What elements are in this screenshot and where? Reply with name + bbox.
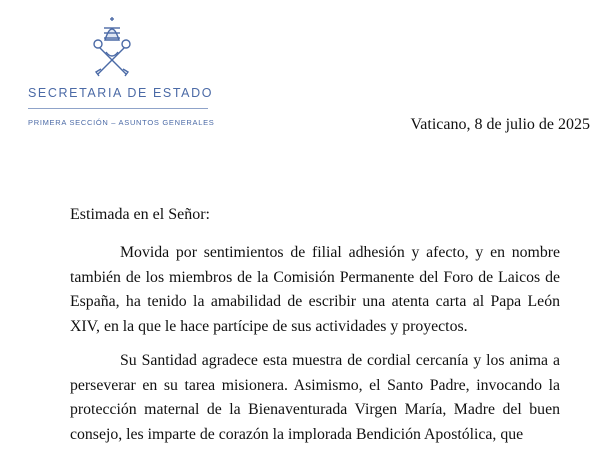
- paragraph: Movida por sentimientos de filial adhesión y afecto, y en nombre también de los miembros de la Comisión Permanente del Foro de Laicos de España, ha tenido la amabilidad de escribir una atenta carta al Papa León XIV, en la que le hace partícipe de sus actividades y proyectos.: [70, 244, 560, 335]
- papal-keys-emblem-icon: [90, 16, 134, 80]
- salutation: Estimada en el Señor:: [70, 206, 210, 223]
- letterhead: [0, 0, 240, 140]
- letterhead-divider: [28, 108, 208, 109]
- office-name: SECRETARIA DE ESTADO: [28, 86, 214, 100]
- paragraph: Su Santidad agradece esta muestra de cordial cercanía y los anima a perseverar en su tarea misionera. Asimismo, el Santo Padre, invocando la protección maternal de la Bienaventurada Virgen María, Madre del buen consejo, les imparte de corazón la implorada Bendición Apostólica, que: [70, 352, 560, 443]
- place-date: Vaticano, 8 de julio de 2025: [410, 116, 590, 133]
- letter-body: [70, 241, 560, 457]
- section-name: PRIMERA SECCIÓN – ASUNTOS GENERALES: [28, 118, 215, 127]
